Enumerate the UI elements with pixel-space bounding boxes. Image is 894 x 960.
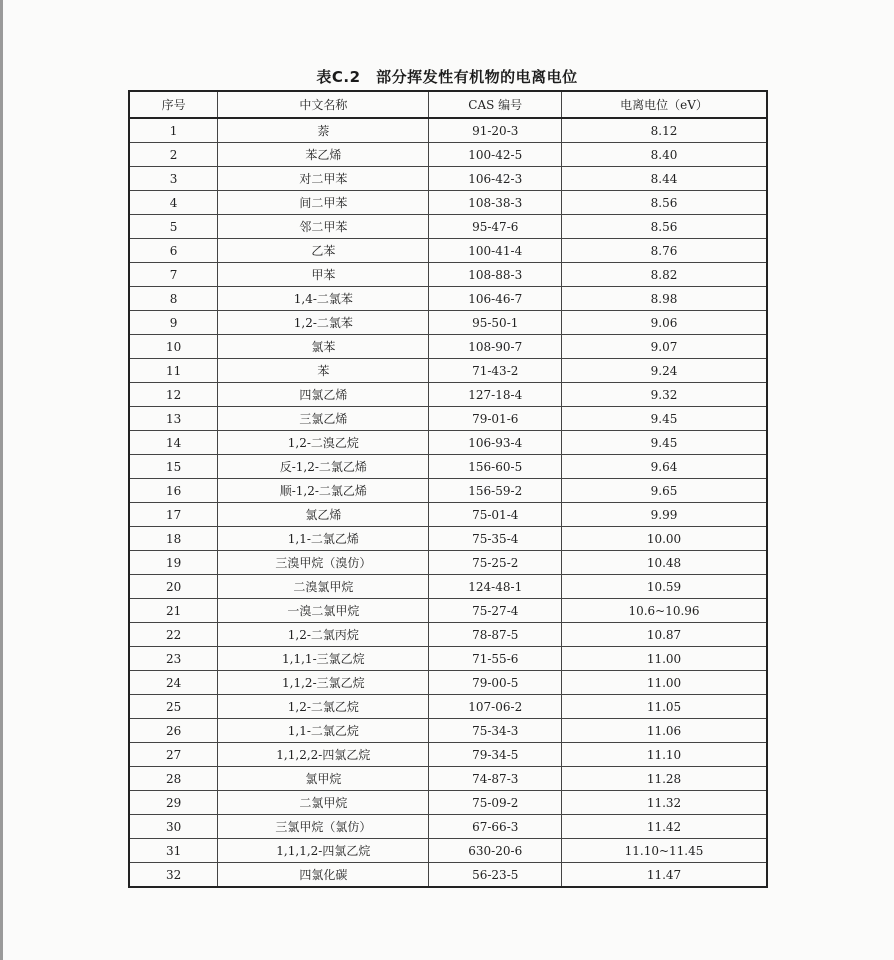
cell-chinese-name: 1,1,2-三氯乙烷 xyxy=(218,671,429,695)
cell-index: 8 xyxy=(129,287,218,311)
cell-index: 2 xyxy=(129,143,218,167)
cell-cas-number: 107-06-2 xyxy=(429,695,562,719)
cell-cas-number: 106-93-4 xyxy=(429,431,562,455)
table-row xyxy=(129,815,767,839)
cell-index: 29 xyxy=(129,791,218,815)
table-row xyxy=(129,118,767,143)
cell-index: 4 xyxy=(129,191,218,215)
cell-chinese-name: 乙苯 xyxy=(218,239,429,263)
cell-cas-number: 67-66-3 xyxy=(429,815,562,839)
table-row xyxy=(129,407,767,431)
header-row xyxy=(129,91,767,118)
cell-ionization-potential: 8.56 xyxy=(562,215,767,239)
cell-chinese-name: 1,1,1-三氯乙烷 xyxy=(218,647,429,671)
table-title: 表C.2 部分挥发性有机物的电离电位 xyxy=(316,68,578,86)
table-row xyxy=(129,359,767,383)
cell-index: 14 xyxy=(129,431,218,455)
cell-cas-number: 127-18-4 xyxy=(429,383,562,407)
cell-chinese-name: 对二甲苯 xyxy=(218,167,429,191)
cell-chinese-name: 1,1,2,2-四氯乙烷 xyxy=(218,743,429,767)
cell-ionization-potential: 11.47 xyxy=(562,863,767,888)
cell-chinese-name: 1,2-二氯丙烷 xyxy=(218,623,429,647)
cell-ionization-potential: 9.06 xyxy=(562,311,767,335)
cell-ionization-potential: 11.05 xyxy=(562,695,767,719)
cell-chinese-name: 1,1,1,2-四氯乙烷 xyxy=(218,839,429,863)
table-row xyxy=(129,287,767,311)
cell-cas-number: 124-48-1 xyxy=(429,575,562,599)
cell-index: 18 xyxy=(129,527,218,551)
cell-cas-number: 74-87-3 xyxy=(429,767,562,791)
table-row xyxy=(129,647,767,671)
table-row xyxy=(129,311,767,335)
cell-ionization-potential: 10.59 xyxy=(562,575,767,599)
cell-cas-number: 108-90-7 xyxy=(429,335,562,359)
cell-cas-number: 75-25-2 xyxy=(429,551,562,575)
cell-chinese-name: 邻二甲苯 xyxy=(218,215,429,239)
cell-ionization-potential: 10.48 xyxy=(562,551,767,575)
cell-ionization-potential: 8.76 xyxy=(562,239,767,263)
header-ionization-potential: 电离电位（eV） xyxy=(562,91,767,118)
cell-index: 3 xyxy=(129,167,218,191)
table-row xyxy=(129,575,767,599)
cell-cas-number: 75-35-4 xyxy=(429,527,562,551)
cell-chinese-name: 1,1-二氯乙烷 xyxy=(218,719,429,743)
cell-ionization-potential: 11.42 xyxy=(562,815,767,839)
cell-index: 11 xyxy=(129,359,218,383)
cell-ionization-potential: 10.00 xyxy=(562,527,767,551)
cell-ionization-potential: 9.65 xyxy=(562,479,767,503)
cell-index: 16 xyxy=(129,479,218,503)
table-row xyxy=(129,719,767,743)
ionization-potential-table xyxy=(128,90,768,888)
cell-chinese-name: 顺-1,2-二氯乙烯 xyxy=(218,479,429,503)
cell-ionization-potential: 8.44 xyxy=(562,167,767,191)
cell-chinese-name: 二氯甲烷 xyxy=(218,791,429,815)
cell-cas-number: 91-20-3 xyxy=(429,118,562,143)
cell-cas-number: 56-23-5 xyxy=(429,863,562,888)
cell-index: 19 xyxy=(129,551,218,575)
cell-chinese-name: 二溴氯甲烷 xyxy=(218,575,429,599)
cell-ionization-potential: 9.45 xyxy=(562,431,767,455)
cell-ionization-potential: 11.00 xyxy=(562,671,767,695)
cell-ionization-potential: 8.12 xyxy=(562,118,767,143)
cell-chinese-name: 氯苯 xyxy=(218,335,429,359)
table-row xyxy=(129,263,767,287)
cell-cas-number: 71-55-6 xyxy=(429,647,562,671)
cell-ionization-potential: 11.32 xyxy=(562,791,767,815)
cell-cas-number: 630-20-6 xyxy=(429,839,562,863)
cell-index: 25 xyxy=(129,695,218,719)
cell-cas-number: 108-38-3 xyxy=(429,191,562,215)
cell-index: 12 xyxy=(129,383,218,407)
table-row xyxy=(129,599,767,623)
cell-index: 20 xyxy=(129,575,218,599)
table-row xyxy=(129,431,767,455)
cell-ionization-potential: 10.6~10.96 xyxy=(562,599,767,623)
table-row xyxy=(129,743,767,767)
table-row xyxy=(129,791,767,815)
cell-cas-number: 95-47-6 xyxy=(429,215,562,239)
table-row xyxy=(129,191,767,215)
header-index: 序号 xyxy=(129,91,218,118)
table-row xyxy=(129,335,767,359)
cell-ionization-potential: 11.06 xyxy=(562,719,767,743)
cell-cas-number: 79-01-6 xyxy=(429,407,562,431)
cell-cas-number: 75-01-4 xyxy=(429,503,562,527)
table-row xyxy=(129,239,767,263)
cell-cas-number: 79-00-5 xyxy=(429,671,562,695)
cell-chinese-name: 氯乙烯 xyxy=(218,503,429,527)
cell-chinese-name: 四氯乙烯 xyxy=(218,383,429,407)
table-header xyxy=(129,91,767,118)
cell-ionization-potential: 9.64 xyxy=(562,455,767,479)
cell-cas-number: 100-42-5 xyxy=(429,143,562,167)
cell-ionization-potential: 9.07 xyxy=(562,335,767,359)
cell-ionization-potential: 11.28 xyxy=(562,767,767,791)
header-chinese-name: 中文名称 xyxy=(218,91,429,118)
table-row xyxy=(129,695,767,719)
cell-ionization-potential: 8.82 xyxy=(562,263,767,287)
cell-chinese-name: 1,2-二氯乙烷 xyxy=(218,695,429,719)
cell-ionization-potential: 11.10 xyxy=(562,743,767,767)
cell-index: 22 xyxy=(129,623,218,647)
table-row xyxy=(129,215,767,239)
cell-ionization-potential: 10.87 xyxy=(562,623,767,647)
table-row xyxy=(129,767,767,791)
cell-cas-number: 79-34-5 xyxy=(429,743,562,767)
cell-chinese-name: 1,4-二氯苯 xyxy=(218,287,429,311)
cell-cas-number: 95-50-1 xyxy=(429,311,562,335)
cell-ionization-potential: 8.40 xyxy=(562,143,767,167)
table-row xyxy=(129,671,767,695)
cell-cas-number: 156-59-2 xyxy=(429,479,562,503)
table-row xyxy=(129,623,767,647)
cell-cas-number: 156-60-5 xyxy=(429,455,562,479)
cell-chinese-name: 一溴二氯甲烷 xyxy=(218,599,429,623)
cell-index: 26 xyxy=(129,719,218,743)
cell-index: 27 xyxy=(129,743,218,767)
cell-cas-number: 108-88-3 xyxy=(429,263,562,287)
cell-chinese-name: 1,2-二溴乙烷 xyxy=(218,431,429,455)
cell-index: 1 xyxy=(129,118,218,143)
cell-chinese-name: 甲苯 xyxy=(218,263,429,287)
cell-index: 17 xyxy=(129,503,218,527)
cell-chinese-name: 间二甲苯 xyxy=(218,191,429,215)
cell-index: 13 xyxy=(129,407,218,431)
cell-chinese-name: 1,1-二氯乙烯 xyxy=(218,527,429,551)
table-row xyxy=(129,551,767,575)
cell-chinese-name: 1,2-二氯苯 xyxy=(218,311,429,335)
cell-index: 30 xyxy=(129,815,218,839)
cell-chinese-name: 反-1,2-二氯乙烯 xyxy=(218,455,429,479)
table-row xyxy=(129,839,767,863)
cell-ionization-potential: 9.99 xyxy=(562,503,767,527)
table-row xyxy=(129,167,767,191)
cell-cas-number: 106-46-7 xyxy=(429,287,562,311)
cell-index: 23 xyxy=(129,647,218,671)
cell-cas-number: 75-27-4 xyxy=(429,599,562,623)
cell-chinese-name: 四氯化碳 xyxy=(218,863,429,888)
cell-index: 7 xyxy=(129,263,218,287)
table-row xyxy=(129,479,767,503)
cell-ionization-potential: 11.00 xyxy=(562,647,767,671)
cell-index: 9 xyxy=(129,311,218,335)
cell-index: 32 xyxy=(129,863,218,888)
cell-chinese-name: 三溴甲烷（溴仿） xyxy=(218,551,429,575)
cell-index: 5 xyxy=(129,215,218,239)
table-body xyxy=(129,118,767,887)
cell-chinese-name: 三氯甲烷（氯仿） xyxy=(218,815,429,839)
table-row xyxy=(129,503,767,527)
table-row xyxy=(129,527,767,551)
cell-chinese-name: 苯乙烯 xyxy=(218,143,429,167)
cell-chinese-name: 苯 xyxy=(218,359,429,383)
cell-index: 24 xyxy=(129,671,218,695)
cell-ionization-potential: 9.24 xyxy=(562,359,767,383)
table-row xyxy=(129,863,767,888)
cell-cas-number: 75-09-2 xyxy=(429,791,562,815)
cell-index: 21 xyxy=(129,599,218,623)
cell-ionization-potential: 8.98 xyxy=(562,287,767,311)
cell-index: 28 xyxy=(129,767,218,791)
cell-chinese-name: 萘 xyxy=(218,118,429,143)
header-cas-number: CAS 编号 xyxy=(429,91,562,118)
cell-cas-number: 71-43-2 xyxy=(429,359,562,383)
cell-cas-number: 78-87-5 xyxy=(429,623,562,647)
page-left-edge xyxy=(0,0,3,960)
cell-index: 6 xyxy=(129,239,218,263)
cell-ionization-potential: 11.10~11.45 xyxy=(562,839,767,863)
cell-chinese-name: 三氯乙烯 xyxy=(218,407,429,431)
cell-index: 15 xyxy=(129,455,218,479)
cell-cas-number: 75-34-3 xyxy=(429,719,562,743)
table-row xyxy=(129,383,767,407)
cell-index: 10 xyxy=(129,335,218,359)
cell-chinese-name: 氯甲烷 xyxy=(218,767,429,791)
cell-ionization-potential: 8.56 xyxy=(562,191,767,215)
cell-ionization-potential: 9.45 xyxy=(562,407,767,431)
cell-ionization-potential: 9.32 xyxy=(562,383,767,407)
cell-index: 31 xyxy=(129,839,218,863)
table-row xyxy=(129,143,767,167)
cell-cas-number: 100-41-4 xyxy=(429,239,562,263)
table-row xyxy=(129,455,767,479)
cell-cas-number: 106-42-3 xyxy=(429,167,562,191)
